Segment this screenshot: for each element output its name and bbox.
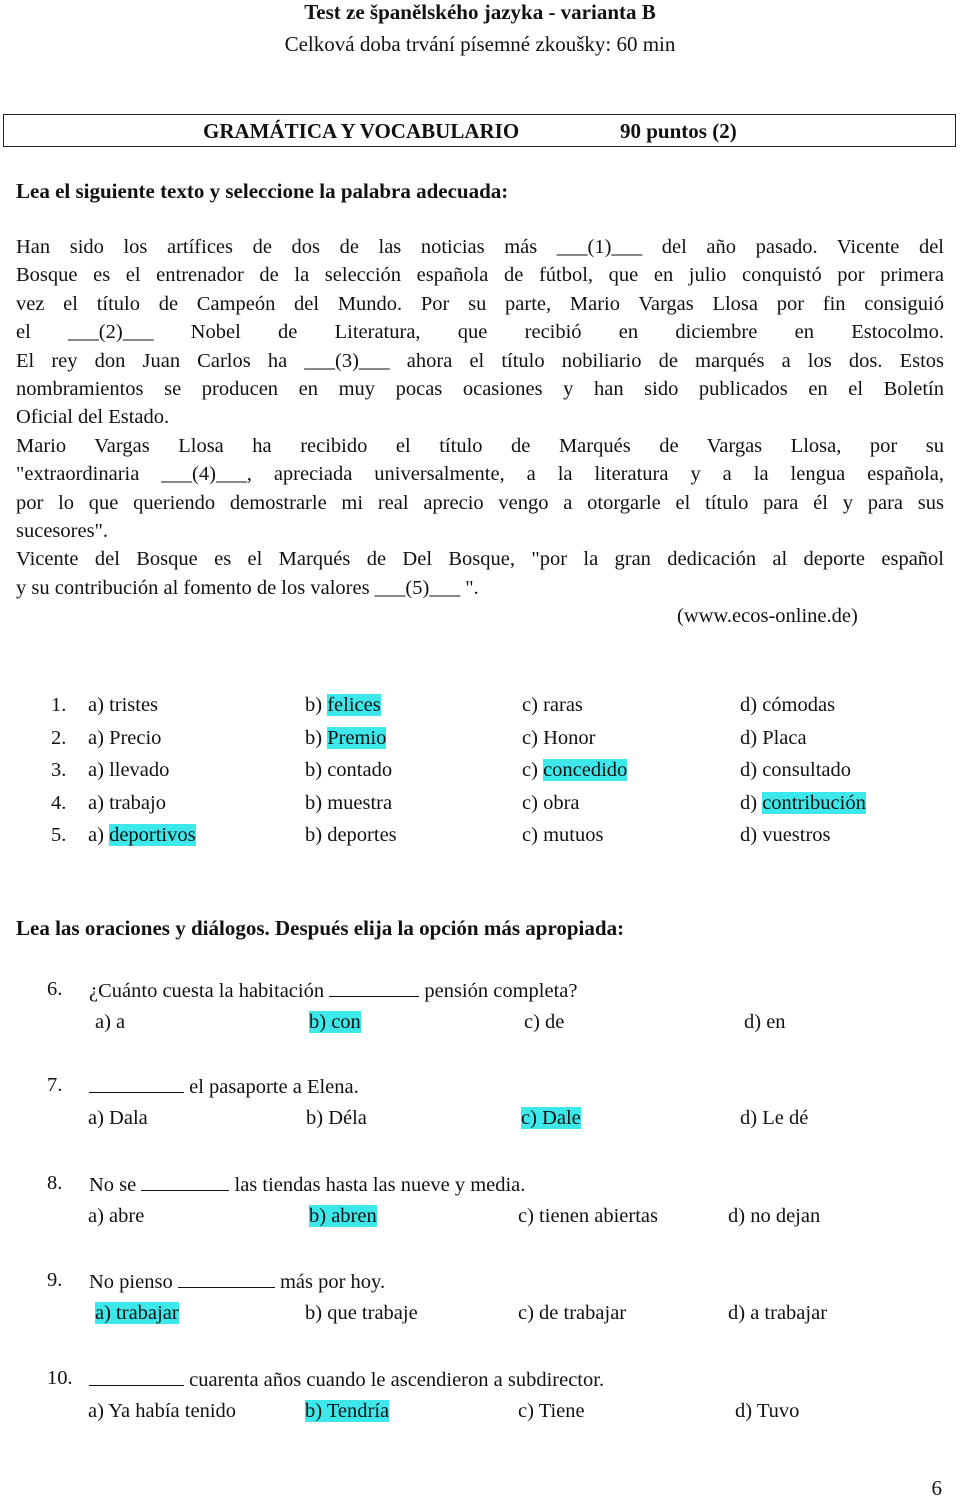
question-stem <box>89 1172 525 1197</box>
passage-line: El rey don Juan Carlos ha ___(3)___ ahora el título nobiliario de marqués a los dos. Estos <box>16 349 944 372</box>
option-text: Honor <box>543 726 596 749</box>
answer-option <box>305 759 392 782</box>
section-title: GRAMÁTICA Y VOCABULARIO <box>203 119 520 143</box>
option-letter: a) <box>88 824 110 846</box>
passage-line: "extraordinaria ___(4)___, apreciada universalmente, a la literatura y a la lengua española, <box>16 463 944 486</box>
part1-instruction: Lea el siguiente texto y seleccione la palabra adecuada: <box>16 179 509 203</box>
answer-option <box>88 824 196 847</box>
question-number: 3. <box>51 759 67 781</box>
option-letter: d) <box>740 824 763 846</box>
stem-after: pensión completa? <box>424 980 578 1002</box>
page-subtitle: Celková doba trvání písemné zkoušky: 60 min <box>284 32 676 56</box>
answer-option <box>88 759 169 782</box>
answer-option <box>740 694 835 717</box>
question-stem <box>89 978 577 1003</box>
highlighted-answer: felices <box>327 694 381 716</box>
highlighted-answer: b) Tendría <box>305 1400 390 1422</box>
answer-option <box>305 824 397 847</box>
answer-blank <box>141 1172 229 1191</box>
highlighted-answer: a) trabajar <box>95 1302 179 1324</box>
option-letter: b) <box>305 694 328 716</box>
option-text: raras <box>543 694 583 716</box>
highlighted-answer: b) abren <box>309 1205 377 1227</box>
stem-after: más por hoy. <box>279 1271 386 1293</box>
option-letter: a) <box>88 694 110 716</box>
answer-blank <box>178 1269 275 1288</box>
passage-line: nombramientos se producen en muy pocas ocasiones y han sido publicados en el Boletín <box>16 377 944 400</box>
answer-option: a) a <box>95 1011 126 1033</box>
question-number: 4. <box>51 791 67 814</box>
answer-option: a) abre <box>88 1205 145 1227</box>
answer-option <box>522 759 627 782</box>
answer-option: b) Déla <box>306 1107 367 1129</box>
passage-line: Bosque es el entrenador de la selección española de fútbol, que en julio conquistó por primera <box>16 264 944 287</box>
question-number: 1. <box>51 694 67 716</box>
answer-option <box>740 824 831 847</box>
answer-option <box>305 792 392 815</box>
answer-option <box>88 694 158 717</box>
answer-option <box>522 694 583 717</box>
passage-line: y su contribución al fomento de los valores ___(5)___ ". <box>16 576 479 599</box>
page-number: 6 <box>931 1476 942 1500</box>
source-citation: (www.ecos-online.de) <box>677 605 858 627</box>
question-stem <box>89 1074 359 1099</box>
answer-option: d) no dejan <box>728 1205 821 1227</box>
page-title: Test ze španělského jazyka - varianta B <box>304 0 656 24</box>
answer-option <box>740 792 866 815</box>
option-text: Precio <box>109 726 162 749</box>
option-letter: a) <box>88 759 110 781</box>
answer-option: c) tienen abiertas <box>518 1205 659 1227</box>
option-letter: c) <box>522 824 544 846</box>
option-letter: d) <box>740 694 763 716</box>
answer-option <box>740 727 807 750</box>
reading-passage <box>16 233 944 602</box>
answer-option <box>88 792 166 815</box>
answer-option: d) a trabajar <box>728 1302 828 1324</box>
option-text: contado <box>327 759 393 781</box>
answer-option <box>305 694 381 717</box>
answer-option: c) de trabajar <box>518 1302 627 1324</box>
question-number: 7. <box>47 1074 63 1096</box>
option-text: deportes <box>327 824 397 846</box>
option-letter: c) <box>522 726 544 749</box>
passage-line: Vicente del Bosque es el Marqués de Del Bosque, "por la gran dedicación al deporte español <box>16 548 944 571</box>
highlighted-answer: Premio <box>327 726 387 749</box>
option-letter: b) <box>305 759 328 781</box>
option-letter: d) <box>740 791 763 814</box>
passage-line: Oficial del Estado. <box>16 406 170 429</box>
answer-option: d) Le dé <box>740 1107 809 1129</box>
option-text: mutuos <box>543 824 604 846</box>
option-letter: b) <box>305 791 328 814</box>
option-text: tristes <box>109 694 159 716</box>
answer-blank <box>89 1367 184 1386</box>
option-letter: c) <box>522 694 544 716</box>
option-letter: b) <box>305 824 328 846</box>
passage-line: sucesores". <box>16 519 109 542</box>
question-stem <box>89 1269 385 1294</box>
option-letter: c) <box>522 791 544 814</box>
question-number: 5. <box>51 824 67 846</box>
passage-line: Han sido los artífices de dos de las noticias más ___(1)___ del año pasado. Vicente del <box>16 236 944 258</box>
question-stem <box>89 1367 604 1392</box>
stem-before: ¿Cuánto cuesta la habitación <box>89 980 325 1002</box>
option-letter: b) <box>305 726 328 749</box>
option-text: vuestros <box>762 824 831 846</box>
stem-after: cuarenta años cuando le ascendieron a subdirector. <box>189 1369 605 1391</box>
highlighted-answer: b) con <box>309 1011 361 1033</box>
answer-option <box>522 727 595 750</box>
question-number: 9. <box>47 1269 63 1291</box>
answer-blank <box>89 1074 184 1093</box>
answer-blank <box>329 978 419 997</box>
answer-option <box>522 824 603 847</box>
stem-after: las tiendas hasta las nueve y media. <box>234 1174 526 1196</box>
answer-option: d) en <box>744 1011 786 1033</box>
answer-option: a) Dala <box>88 1107 148 1129</box>
stem-before: No se <box>89 1174 137 1196</box>
passage-line: por lo que queriendo demostrarle mi real aprecio vengo a otorgarle el título para él y para sus <box>16 491 944 514</box>
option-text: obra <box>543 791 580 814</box>
stem-before: No pienso <box>89 1271 173 1293</box>
question-number: 6. <box>47 978 63 1000</box>
option-text: muestra <box>327 791 393 814</box>
option-letter: d) <box>740 759 763 781</box>
highlighted-answer: concedido <box>543 759 628 781</box>
passage-line: vez el título de Campeón del Mundo. Por su parte, Mario Vargas Llosa por fin consiguió <box>16 292 944 315</box>
answer-option <box>88 727 161 750</box>
highlighted-answer: contribución <box>762 791 866 814</box>
part2-instruction: Lea las oraciones y diálogos. Después elija la opción más apropiada: <box>16 916 625 940</box>
answer-option <box>522 792 580 815</box>
answer-option: c) Tiene <box>518 1400 585 1422</box>
answer-option: a) Ya había tenido <box>88 1400 237 1422</box>
option-letter: d) <box>740 726 763 749</box>
highlighted-answer: deportivos <box>109 824 196 846</box>
answer-option: d) Tuvo <box>735 1400 800 1422</box>
option-text: trabajo <box>109 791 166 814</box>
answer-option: c) de <box>524 1011 565 1033</box>
stem-after: el pasaporte a Elena. <box>189 1076 359 1098</box>
passage-line: el ___(2)___ Nobel de Literatura, que recibió en diciembre en Estocolmo. <box>16 321 944 344</box>
option-letter: a) <box>88 726 110 749</box>
answer-option <box>305 727 386 750</box>
passage-line: Mario Vargas Llosa ha recibido el título de Marqués de Vargas Llosa, por su <box>16 434 944 457</box>
option-text: Placa <box>762 726 807 749</box>
option-letter: a) <box>88 791 110 814</box>
option-text: cómodas <box>762 694 836 716</box>
question-number: 2. <box>51 726 67 749</box>
section-points: 90 puntos (2) <box>620 119 737 143</box>
highlighted-answer: c) Dale <box>521 1107 581 1129</box>
question-number: 8. <box>47 1172 63 1194</box>
option-text: llevado <box>109 759 170 781</box>
option-text: consultado <box>762 759 852 781</box>
answer-option <box>740 759 851 782</box>
question-number: 10. <box>47 1367 73 1389</box>
answer-option: b) que trabaje <box>305 1302 418 1324</box>
option-letter: c) <box>522 759 544 781</box>
